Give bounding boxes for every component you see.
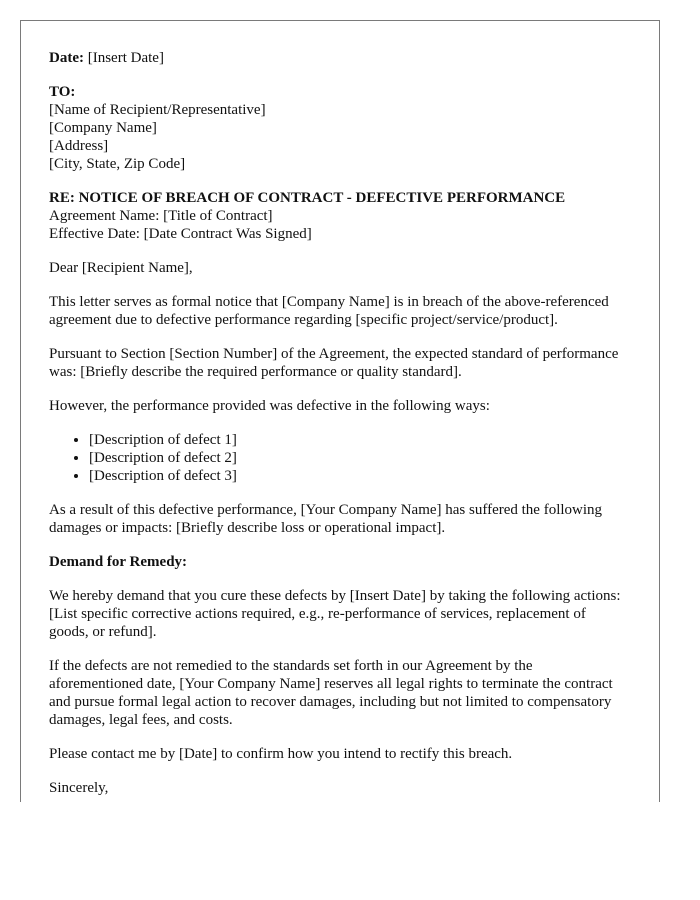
agreement-name: Agreement Name: [Title of Contract]: [49, 208, 273, 224]
date-value: [Insert Date]: [87, 50, 164, 66]
letter-page: [20, 20, 660, 802]
paragraph-breach-notice: This letter serves as formal notice that [Company Name] is in breach of the above-referenced agreement due to defective performance regarding [specific project/service/product].: [49, 294, 609, 328]
closing: Sincerely,: [49, 780, 109, 796]
recipient-city-state-zip: [City, State, Zip Code]: [49, 156, 186, 172]
paragraph-standard: Pursuant to Section [Section Number] of the Agreement, the expected standard of performance was: [Briefly describe the required performance or quality standard].: [49, 346, 619, 380]
recipient-address: [Address]: [49, 138, 109, 154]
recipient-block: [49, 83, 624, 173]
salutation: Dear [Recipient Name],: [49, 260, 193, 276]
letter-content: [49, 49, 624, 802]
subject-title: RE: NOTICE OF BREACH OF CONTRACT - DEFECTIVE PERFORMANCE: [49, 190, 566, 206]
paragraph-contact: Please contact me by [Date] to confirm how you intend to rectify this breach.: [49, 746, 513, 762]
defect-item-3: • [Description of defect 3]: [89, 467, 624, 485]
paragraph-consequences: If the defects are not remedied to the standards set forth in our Agreement by the aforementioned date, [Your Company Name] reserves all legal rights to terminate the contract and pursue formal legal action to recover damages, including but not limited to compensatory damages, legal fees, and costs.: [49, 658, 613, 728]
date-label: Date:: [49, 50, 84, 66]
recipient-company: [Company Name]: [49, 120, 157, 136]
paragraph-defects-intro: However, the performance provided was defective in the following ways:: [49, 398, 490, 414]
paragraph-demand: We hereby demand that you cure these defects by [Insert Date] by taking the following actions: [List specific corrective actions required, e.g., re-performance of services, replacement of goods, or refund].: [49, 588, 621, 640]
effective-date: Effective Date: [Date Contract Was Signed]: [49, 226, 312, 242]
date-line: [49, 49, 624, 67]
defect-item-1: • [Description of defect 1]: [89, 431, 624, 449]
remedy-heading: Demand for Remedy:: [49, 554, 188, 570]
paragraph-damages: As a result of this defective performance, [Your Company Name] has suffered the following damages or impacts: [Briefly describe loss or operational impact].: [49, 502, 603, 536]
to-label: TO:: [49, 84, 76, 100]
subject-block: [49, 189, 624, 243]
recipient-name: [Name of Recipient/Representative]: [49, 102, 266, 118]
defects-list: [49, 431, 624, 485]
defect-item-2: • [Description of defect 2]: [89, 449, 624, 467]
